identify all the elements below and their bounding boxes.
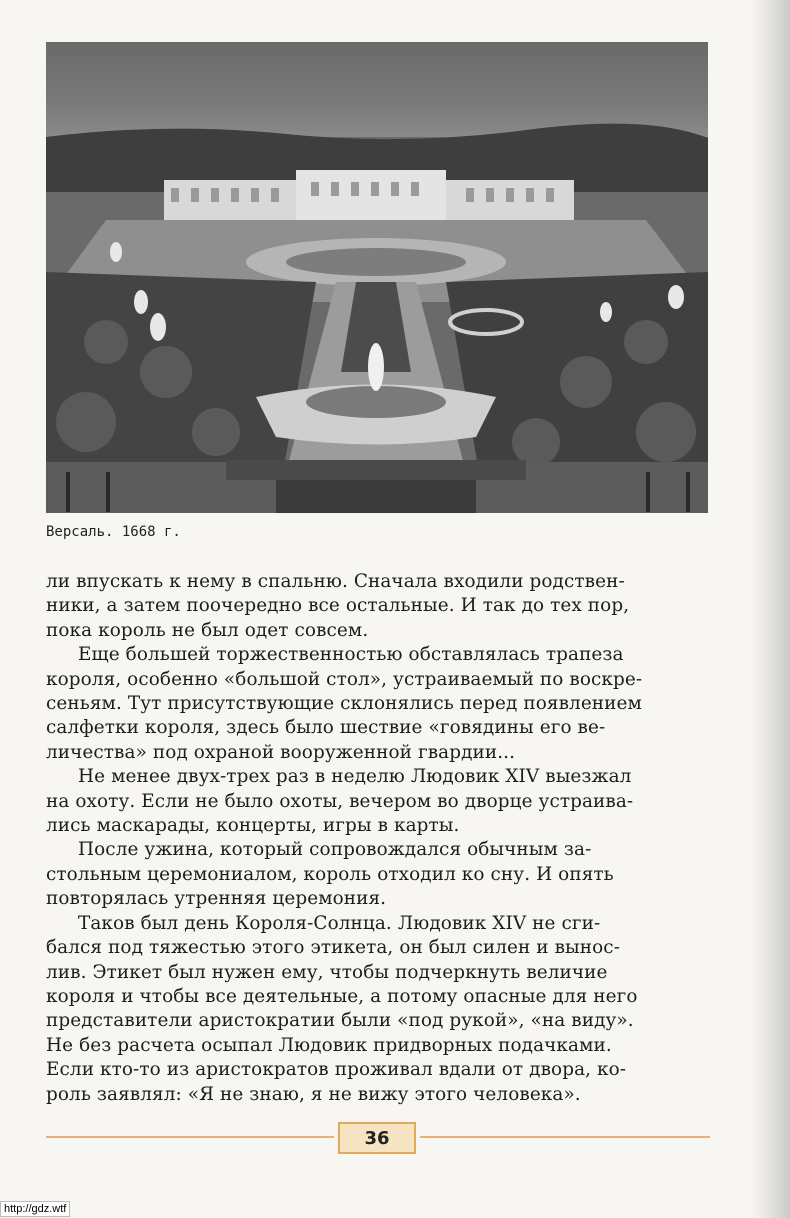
text-line: сеньям. Тут присутствующие склонялись перед появлением xyxy=(46,693,642,715)
source-watermark[interactable]: http://gdz.wtf xyxy=(0,1201,70,1217)
text-line: ли впускать к нему в спальню. Сначала входили родствен- xyxy=(46,571,625,592)
text-line: представители аристократии были «под рукой», «на виду». xyxy=(46,1010,634,1032)
paragraph-4 xyxy=(46,838,710,911)
text-line: лив. Этикет был нужен ему, чтобы подчеркнуть величие xyxy=(46,961,608,983)
text-line: пока король не был одет совсем. xyxy=(46,619,369,641)
text-line: стольным церемониалом, король отходил ко сну. И опять xyxy=(46,863,614,885)
paragraph-1 xyxy=(46,570,710,643)
text-line: Не менее двух-трех раз в неделю Людовик XIV выезжал xyxy=(78,766,632,788)
paragraph-2 xyxy=(46,643,710,765)
paragraph-5 xyxy=(46,912,710,1107)
text-line: салфетки короля, здесь было шествие «говядины его ве- xyxy=(46,717,606,739)
paragraph-3 xyxy=(46,765,710,838)
page-number: 36 xyxy=(338,1122,416,1154)
text-line: повторялась утренняя церемония. xyxy=(46,888,387,910)
text-line: личества» под охраной вооруженной гвардии... xyxy=(46,741,516,763)
text-line: Таков был день Короля-Солнца. Людовик XIV не сги- xyxy=(78,912,601,934)
versailles-illustration xyxy=(46,42,708,513)
page-edge-shadow xyxy=(750,0,790,1218)
text-line: Еще большей торжественностью обставлялась трапеза xyxy=(78,644,624,666)
illustration-caption: Версаль. 1668 г. xyxy=(46,524,181,540)
text-line: Если кто-то из аристократов проживал вдали от двора, ко- xyxy=(46,1059,627,1081)
text-line: Не без расчета осыпал Людовик придворных подачками. xyxy=(46,1034,612,1056)
text-line: ники, а затем поочередно все остальные. И так до тех пор, xyxy=(46,595,630,617)
footer-rule-left xyxy=(46,1136,334,1138)
text-line: короля и чтобы все деятельные, а потому опасные для него xyxy=(46,985,638,1007)
body-text xyxy=(46,570,710,1107)
text-line: бался под тяжестью этого этикета, он был силен и вынос- xyxy=(46,937,621,959)
text-line: короля, особенно «большой стол», устраиваемый по воскре- xyxy=(46,668,643,690)
text-line: роль заявлял: «Я не знаю, я не вижу этого человека». xyxy=(46,1083,581,1105)
footer-rule-right xyxy=(420,1136,710,1138)
text-line: лись маскарады, концерты, игры в карты. xyxy=(46,815,460,837)
page-footer xyxy=(46,1122,710,1154)
text-line: на охоту. Если не было охоты, вечером во дворце устраива- xyxy=(46,790,634,812)
text-line: После ужина, который сопровождался обычным за- xyxy=(78,839,592,861)
